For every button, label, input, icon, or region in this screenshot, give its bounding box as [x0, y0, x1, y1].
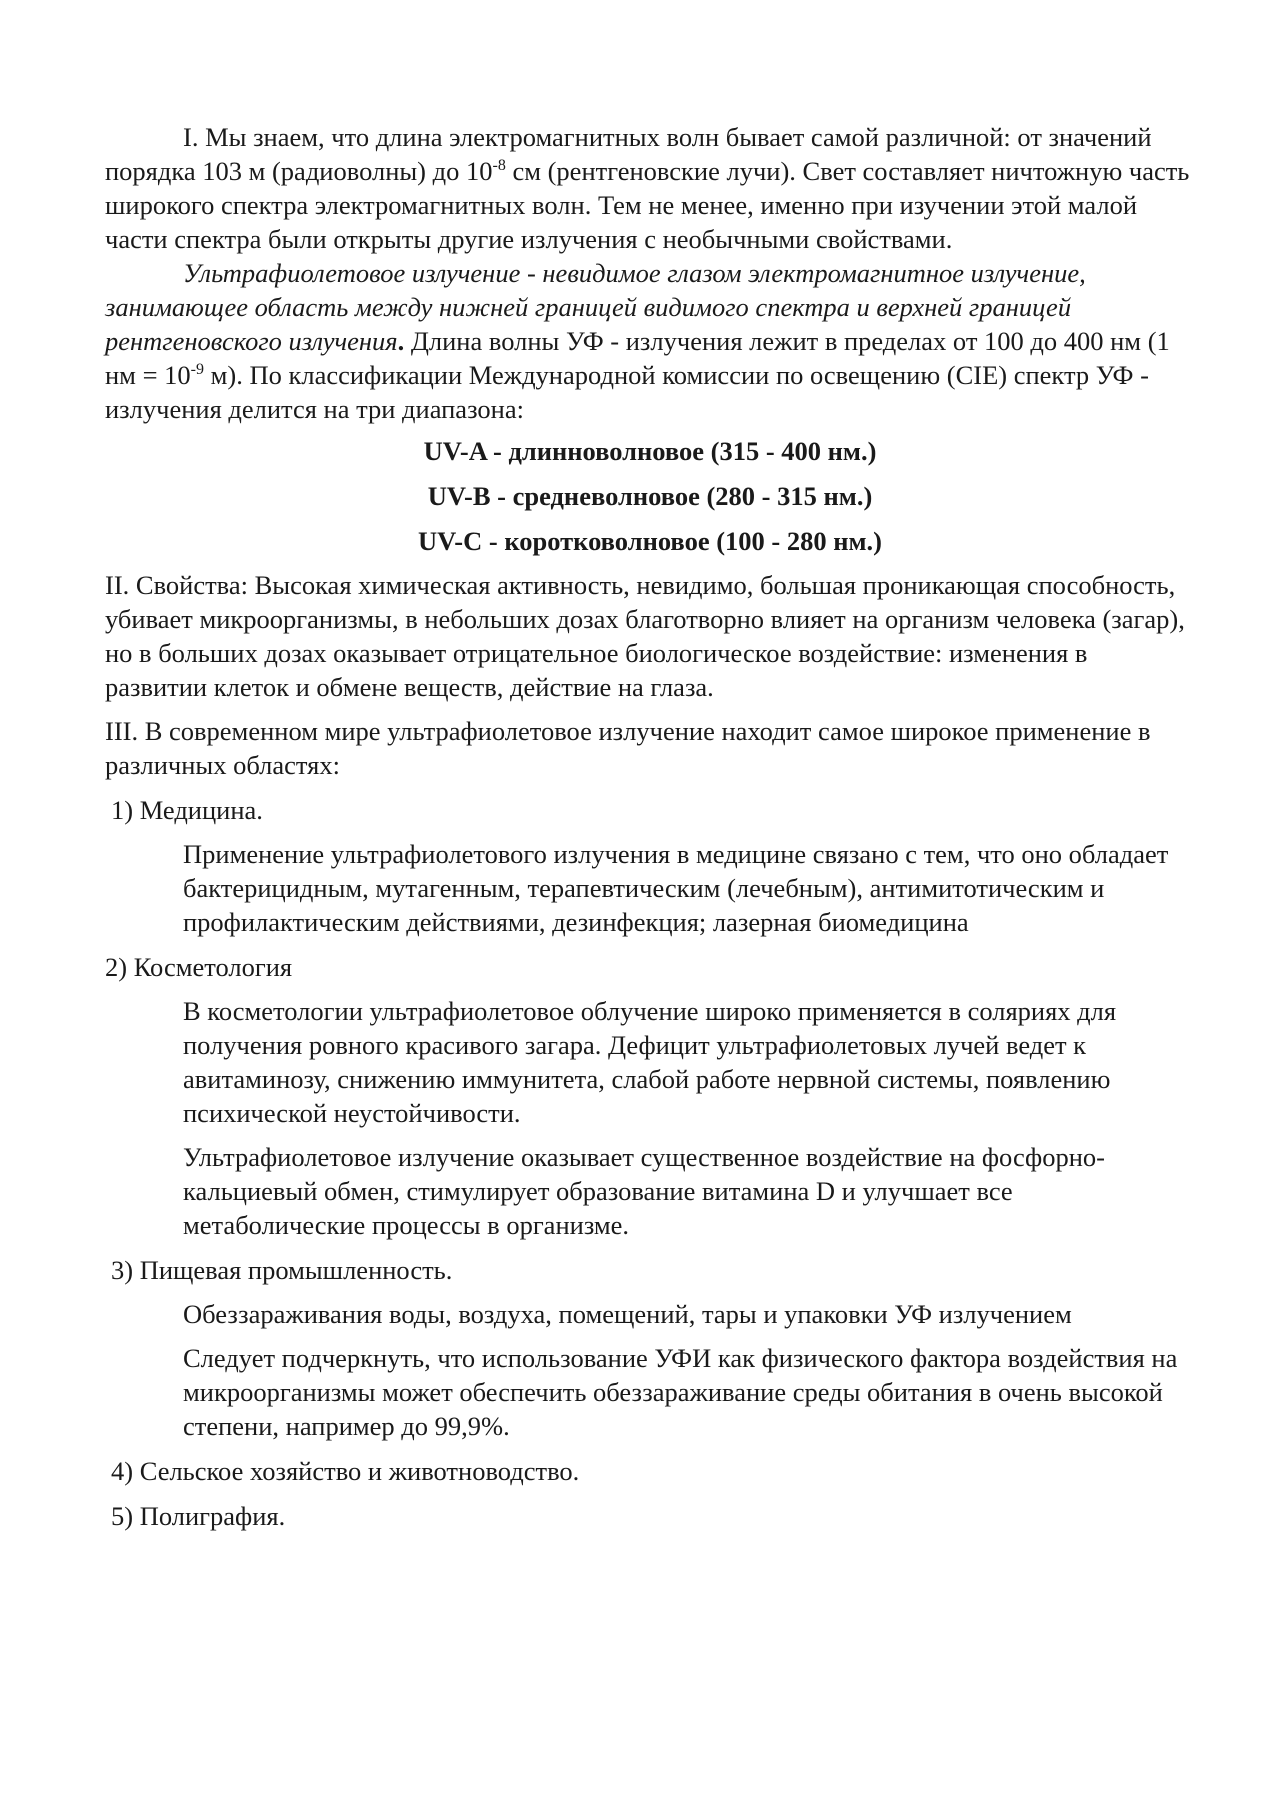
list-item-food-title: 3) Пищевая промышленность. — [111, 1255, 453, 1285]
list-item-medicine-title: 1) Медицина. — [111, 795, 263, 825]
intro-text-2: см (рентгеновские лучи). Свет составляет ничтожную часть широкого спектра электромагнитных волн. Тем не менее, именно при изучении этой малой части спектра были открыты другие излучения с необычными свойствами. — [105, 156, 1190, 254]
applications-intro: III. В современном мире ультрафиолетовое излучение находит самое широкое применение в различных областях: — [105, 716, 1151, 780]
cosmetology-text-2: Ультрафиолетовое излучение оказывает существенное воздействие на фосфорно-кальциевый обмен, стимулирует образование витамина D и улучшает все метаболические процессы в организме. — [183, 1142, 1105, 1240]
medicine-text: Применение ультрафиолетового излучения в медицине связано с тем, что оно обладает бактерицидным, мутагенным, терапевтическим (лечебным), антимитотическим и профилактическим действиями, дезинфекция; лазерная биомедицина — [183, 839, 1169, 937]
intro-text-1: I. Мы знаем, что длина электромагнитных волн бывает самой различной: от значений порядка 103 м (радиоволны) до 10 — [105, 122, 1152, 186]
range-uvb: UV-B - средневолновое (280 - 315 нм.) — [427, 481, 873, 511]
range-uvc: UV-C - коротковолновое (100 - 280 нм.) — [418, 526, 882, 556]
intro-superscript: -8 — [492, 157, 506, 175]
definition-superscript: -9 — [190, 361, 204, 379]
document-page — [105, 120, 1195, 1533]
definition-text-1: Длина волны УФ - излучения лежит в пределах от 100 до 400 нм (1 нм = 10 — [105, 326, 1170, 390]
properties-paragraph: II. Свойства: Высокая химическая активность, невидимо, большая проникающая способность, убивает микроорганизмы, в небольших дозах благотворно влияет на организм человека (загар), но в больших дозах оказывает отрицательное биологическое воздействие: изменения в развитии клеток и обмене веществ, действие на глаза. — [105, 570, 1185, 702]
food-text-1: Обеззараживания воды, воздуха, помещений, тары и упаковки УФ излучением — [183, 1299, 1072, 1329]
range-uva: UV-A - длинноволновое (315 - 400 нм.) — [423, 436, 877, 466]
definition-italic: Ультрафиолетовое излучение - невидимое глазом электромагнитное излучение, занимающее область между нижней границей видимого спектра и верхней границей рентгеновского излучения — [105, 258, 1086, 356]
food-text-2: Следует подчеркнуть, что использование УФИ как физического фактора воздействия на микроорганизмы может обеспечить обеззараживание среды обитания в очень высокой степени, например до 99,9%. — [183, 1343, 1178, 1441]
list-item-agriculture-title: 4) Сельское хозяйство и животноводство. — [111, 1456, 580, 1486]
list-item-cosmetology-title: 2) Косметология — [105, 952, 293, 982]
cosmetology-text-1: В косметологии ультрафиолетовое облучение широко применяется в соляриях для получения ровного красивого загара. Дефицит ультрафиолетовых лучей ведет к авитаминозу, снижению иммунитета, слабой работе нервной системы, появлению психической неустойчивости. — [183, 996, 1117, 1128]
definition-dot: . — [397, 326, 405, 356]
definition-paragraph — [105, 256, 1195, 426]
list-item-printing-title: 5) Полиграфия. — [111, 1501, 286, 1531]
definition-text-2: м). По классификации Международной комиссии по освещению (CIE) спектр УФ - излучения делится на три диапазона: — [105, 360, 1149, 424]
intro-paragraph — [105, 120, 1195, 256]
